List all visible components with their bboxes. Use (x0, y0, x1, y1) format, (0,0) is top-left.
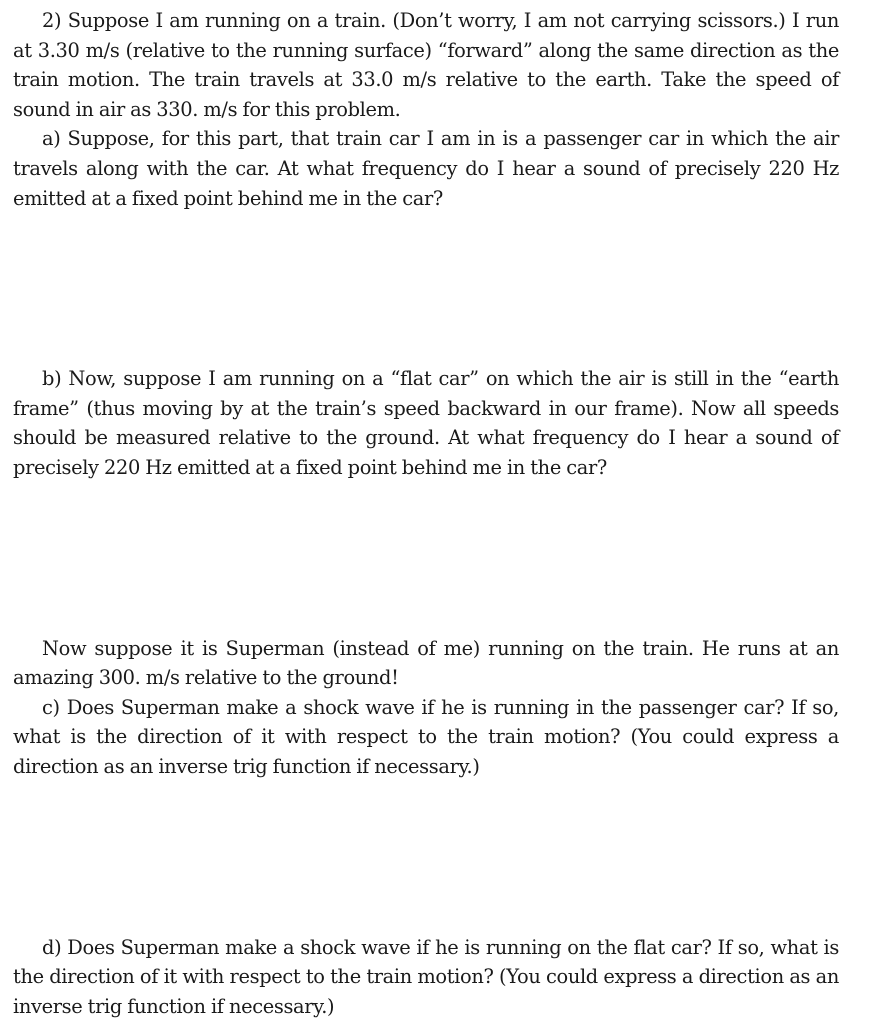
question-c: c) Does Superman make a shock wave if he is running in the passenger car? If so, what is the direction of it with respect to the train motion? (You could express a direction as an inverse trig function if necessary.) (13, 695, 839, 778)
superman-intro: Now suppose it is Superman (instead of me) running on the train. He runs at an amazing 300. m/s relative to the ground! (13, 636, 839, 690)
question-a: a) Suppose, for this part, that train car I am in is a passenger car in which the air travels along with the car. At what frequency do I hear a sound of precisely 220 Hz emitted at a fixed point behind me in the car? (13, 127, 839, 210)
answer-space-c (13, 782, 839, 933)
question-d: d) Does Superman make a shock wave if he is running on the flat car? If so, what is the direction of it with respect to the train motion? (You could express a direction as an inverse trig function if necessary.) (13, 935, 839, 1018)
answer-space-a (13, 213, 839, 364)
problem-intro: 2) Suppose I am running on a train. (Don’t worry, I am not carrying scissors.) I run at 3.30 m/s (relative to the running surface) “forward” along the same direction as the train motion. The train travels at 33.0 m/s relative to the earth. Take the speed of sound in air as 330. m/s for this problem. (13, 9, 839, 121)
question-b: b) Now, suppose I am running on a “flat car” on which the air is still in the “earth frame” (thus moving by at the train’s speed backward in our frame). Now all speeds should be measured relative to the ground. At what frequency do I hear a sound of precisely 220 Hz emitted at a fixed point behind me in the car? (13, 367, 839, 479)
problem-sheet (13, 6, 839, 1021)
answer-space-b (13, 483, 839, 634)
